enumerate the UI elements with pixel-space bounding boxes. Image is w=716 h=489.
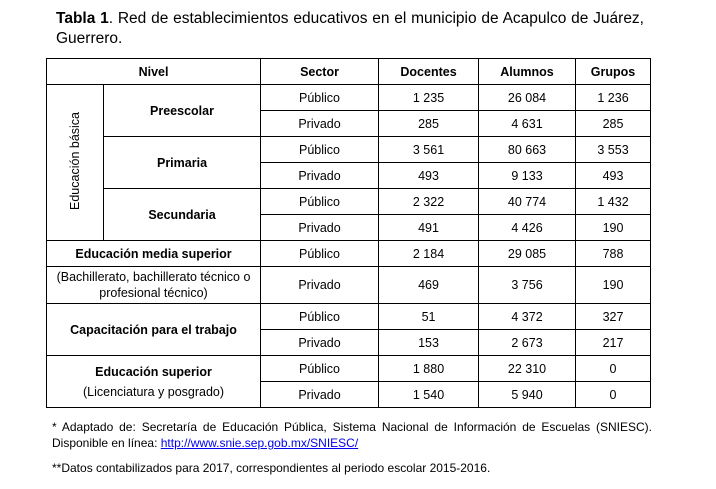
header-docentes: Docentes <box>379 59 479 85</box>
media-superior-sublabel: (Bachillerato, bachillerato técnico o profesional técnico) <box>47 267 261 304</box>
grupos-cell: 788 <box>576 241 651 267</box>
grupos-cell: 327 <box>576 304 651 330</box>
alumnos-cell: 26 084 <box>479 85 576 111</box>
alumnos-cell: 3 756 <box>479 267 576 304</box>
preescolar-label: Preescolar <box>104 85 261 137</box>
sector-cell: Privado <box>261 163 379 189</box>
source-note-text: * Adaptado de: Secretaría de Educación Pública, Sistema Nacional de Información de Escuelas (SNIESC). Disponible en línea: <box>52 420 652 450</box>
grupos-cell: 0 <box>576 382 651 408</box>
docentes-cell: 3 561 <box>379 137 479 163</box>
table-row <box>47 85 651 111</box>
sector-cell: Privado <box>261 267 379 304</box>
basica-label: Educación básica <box>68 112 82 210</box>
grupos-cell: 1 236 <box>576 85 651 111</box>
media-superior-label: Educación media superior <box>47 241 261 267</box>
header-alumnos: Alumnos <box>479 59 576 85</box>
alumnos-cell: 9 133 <box>479 163 576 189</box>
caption-text: . Red de establecimientos educativos en el municipio de Acapulco de Juárez, Guerrero. <box>56 10 644 47</box>
sector-cell: Privado <box>261 330 379 356</box>
sector-cell: Público <box>261 137 379 163</box>
docentes-cell: 1 880 <box>379 356 479 382</box>
alumnos-cell: 22 310 <box>479 356 576 382</box>
primaria-label: Primaria <box>104 137 261 189</box>
header-sector: Sector <box>261 59 379 85</box>
table-caption <box>56 9 644 49</box>
docentes-cell: 491 <box>379 215 479 241</box>
superior-sublabel: (Licenciatura y posgrado) <box>82 384 225 399</box>
sector-cell: Público <box>261 356 379 382</box>
docentes-cell: 285 <box>379 111 479 137</box>
docentes-cell: 2 322 <box>379 189 479 215</box>
sector-cell: Privado <box>261 215 379 241</box>
sector-cell: Público <box>261 241 379 267</box>
table-row <box>47 189 651 215</box>
table-row <box>47 356 651 382</box>
superior-label: Educación superior <box>95 364 212 379</box>
header-nivel: Nivel <box>47 59 261 85</box>
sector-cell: Público <box>261 304 379 330</box>
docentes-cell: 493 <box>379 163 479 189</box>
alumnos-cell: 4 372 <box>479 304 576 330</box>
docentes-cell: 1 235 <box>379 85 479 111</box>
grupos-cell: 285 <box>576 111 651 137</box>
table-row <box>47 241 651 267</box>
alumnos-cell: 4 426 <box>479 215 576 241</box>
grupos-cell: 190 <box>576 267 651 304</box>
basica-group-cell <box>47 85 104 241</box>
header-grupos: Grupos <box>576 59 651 85</box>
grupos-cell: 190 <box>576 215 651 241</box>
data-note: **Datos contabilizados para 2017, correspondientes al periodo escolar 2015-2016. <box>52 461 491 475</box>
grupos-cell: 3 553 <box>576 137 651 163</box>
caption-label: Tabla 1 <box>56 10 109 27</box>
header-row <box>47 59 651 85</box>
alumnos-cell: 40 774 <box>479 189 576 215</box>
grupos-cell: 217 <box>576 330 651 356</box>
superior-cell <box>47 356 261 408</box>
alumnos-cell: 5 940 <box>479 382 576 408</box>
docentes-cell: 51 <box>379 304 479 330</box>
docentes-cell: 153 <box>379 330 479 356</box>
secundaria-label: Secundaria <box>104 189 261 241</box>
docentes-cell: 1 540 <box>379 382 479 408</box>
table-row <box>47 137 651 163</box>
docentes-cell: 2 184 <box>379 241 479 267</box>
grupos-cell: 1 432 <box>576 189 651 215</box>
sector-cell: Público <box>261 85 379 111</box>
table-row <box>47 267 651 304</box>
alumnos-cell: 2 673 <box>479 330 576 356</box>
source-note <box>52 419 652 451</box>
alumnos-cell: 29 085 <box>479 241 576 267</box>
sector-cell: Público <box>261 189 379 215</box>
docentes-cell: 469 <box>379 267 479 304</box>
education-table <box>46 58 651 408</box>
sector-cell: Privado <box>261 111 379 137</box>
capacitacion-label: Capacitación para el trabajo <box>47 304 261 356</box>
grupos-cell: 0 <box>576 356 651 382</box>
grupos-cell: 493 <box>576 163 651 189</box>
table-row <box>47 304 651 330</box>
source-link[interactable]: http://www.snie.sep.gob.mx/SNIESC/ <box>160 436 359 450</box>
alumnos-cell: 4 631 <box>479 111 576 137</box>
alumnos-cell: 80 663 <box>479 137 576 163</box>
sector-cell: Privado <box>261 382 379 408</box>
